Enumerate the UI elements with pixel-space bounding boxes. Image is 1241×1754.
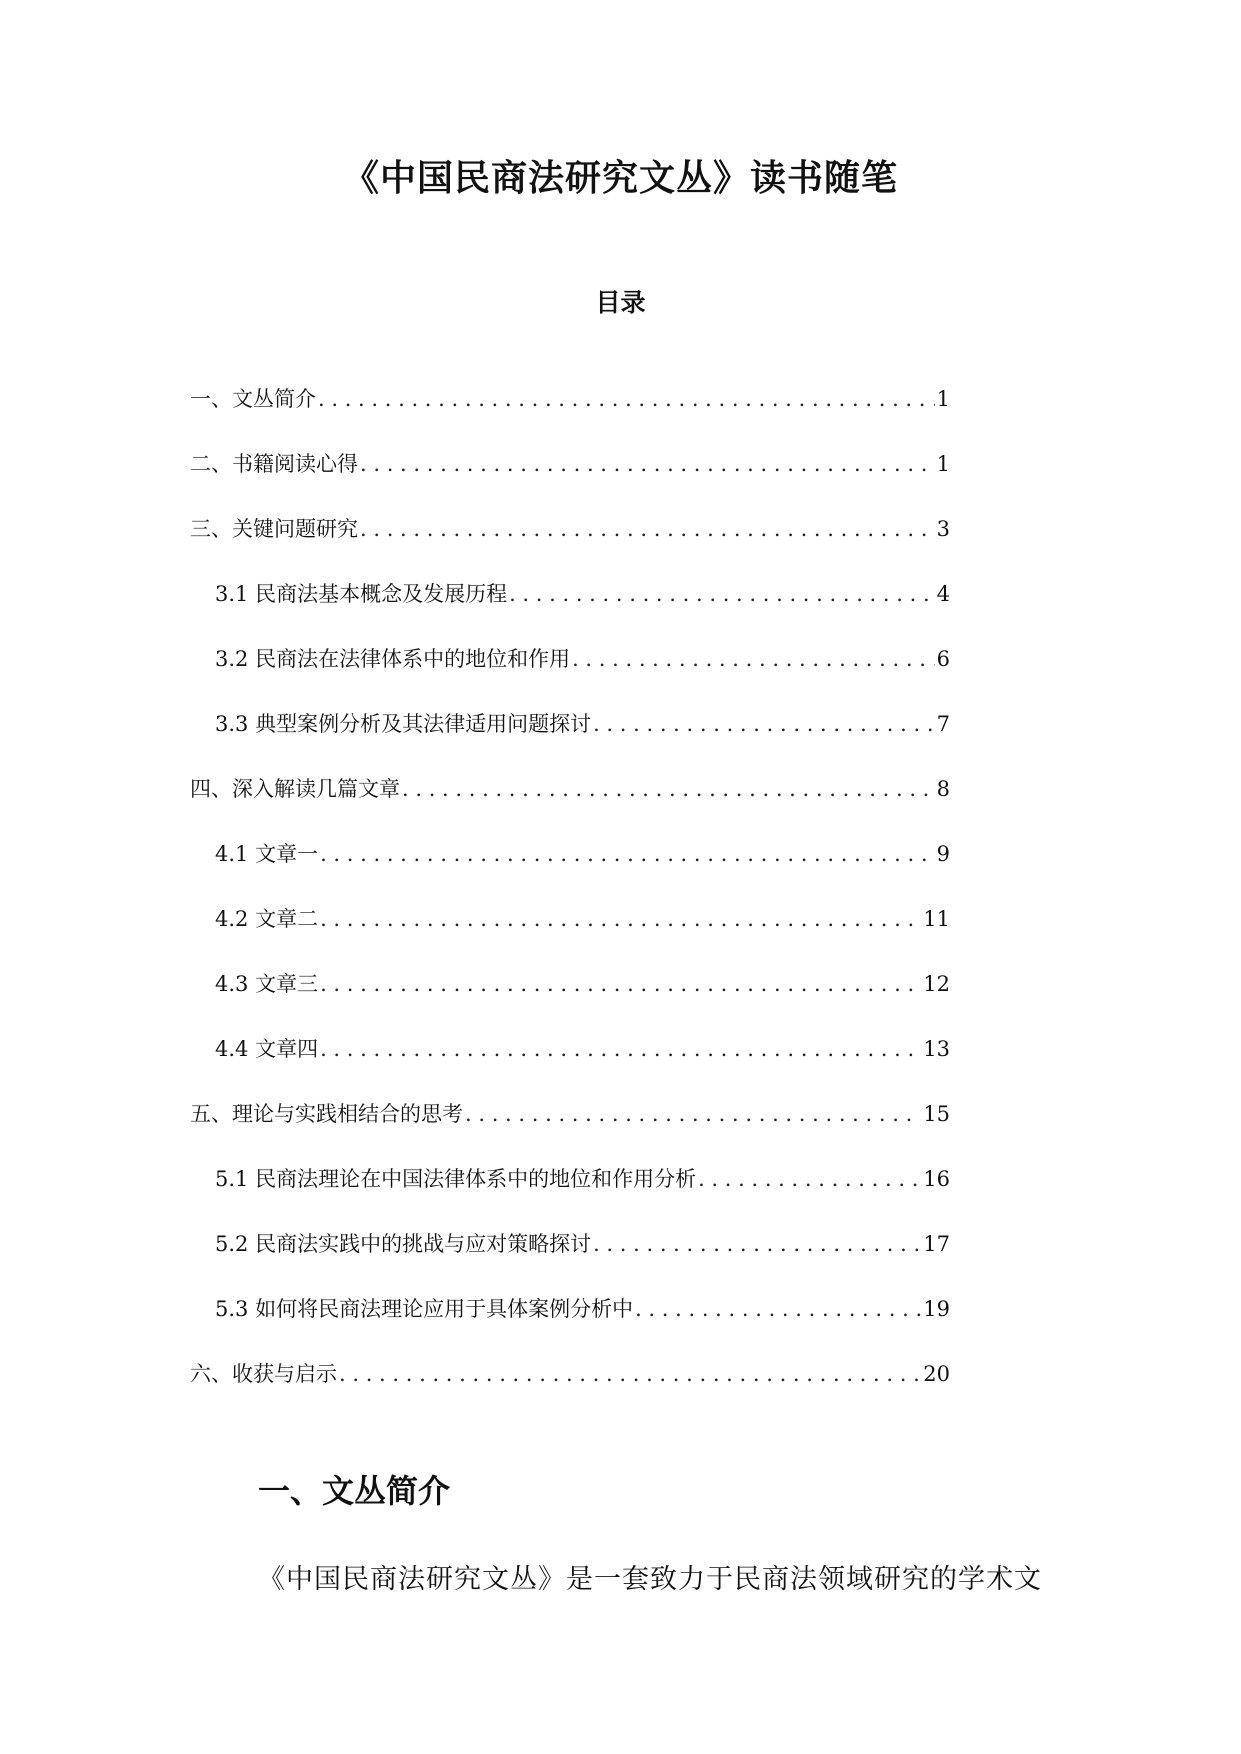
toc-page-number: 3: [936, 517, 950, 541]
toc-dot-leader: [320, 1037, 921, 1061]
toc-entry[interactable]: [190, 1098, 950, 1163]
toc-entry[interactable]: [190, 513, 950, 578]
toc-entry-label: 4.4 文章四: [215, 1037, 319, 1061]
toc-page-number: 12: [923, 972, 950, 996]
body-paragraph: 《中国民商法研究文丛》是一套致力于民商法领域研究的学术文: [258, 1564, 1042, 1595]
toc-entry-label: 一、文丛简介: [190, 387, 316, 411]
toc-dot-leader: [360, 517, 935, 541]
toc-heading: 目录: [595, 288, 646, 317]
toc-entry[interactable]: [190, 1228, 950, 1293]
toc-entry-label: 4.2 文章二: [215, 907, 319, 931]
toc-dot-leader: [318, 387, 935, 411]
toc-page-number: 13: [923, 1037, 950, 1061]
toc-page-number: 15: [923, 1102, 950, 1126]
toc-page-number: 19: [923, 1297, 950, 1321]
document-title: 《中国民商法研究文丛》读书随笔: [342, 158, 898, 199]
toc-page-number: 1: [936, 452, 950, 476]
toc-entry-label: 5.2 民商法实践中的挑战与应对策略探讨: [215, 1232, 592, 1256]
toc-entry-label: 3.2 民商法在法律体系中的地位和作用: [215, 647, 571, 671]
toc-entry-label: 二、书籍阅读心得: [190, 452, 358, 476]
toc-entry-label: 3.3 典型案例分析及其法律适用问题探讨: [215, 712, 592, 736]
toc-page-number: 11: [923, 907, 950, 931]
toc-dot-leader: [402, 777, 935, 801]
toc-entry-label: 5.3 如何将民商法理论应用于具体案例分析中: [215, 1297, 634, 1321]
toc-dot-leader: [593, 1232, 921, 1256]
toc-entry[interactable]: [190, 773, 950, 838]
toc-entry[interactable]: [190, 1033, 950, 1098]
toc-dot-leader: [698, 1167, 921, 1191]
toc-entry-label: 3.1 民商法基本概念及发展历程: [215, 582, 508, 606]
toc-dot-leader: [320, 907, 921, 931]
toc-page-number: 4: [936, 582, 950, 606]
toc-page-number: 17: [923, 1232, 950, 1256]
toc-entry[interactable]: [190, 708, 950, 773]
toc-entry[interactable]: [190, 838, 950, 903]
toc-page-number: 9: [936, 842, 950, 866]
toc-entry[interactable]: [190, 968, 950, 1033]
toc-dot-leader: [593, 712, 935, 736]
toc-entry-label: 5.1 民商法理论在中国法律体系中的地位和作用分析: [215, 1167, 697, 1191]
toc-entry-label: 4.3 文章三: [215, 972, 319, 996]
toc-dot-leader: [320, 842, 935, 866]
toc-dot-leader: [339, 1362, 921, 1386]
toc-entry-label: 五、理论与实践相结合的思考: [190, 1102, 463, 1126]
toc-page-number: 8: [936, 777, 950, 801]
toc-entry[interactable]: [190, 448, 950, 513]
toc-entry[interactable]: [190, 1358, 950, 1423]
toc-entry-label: 4.1 文章一: [215, 842, 319, 866]
toc-dot-leader: [509, 582, 935, 606]
toc-page-number: 7: [936, 712, 950, 736]
toc-page-number: 1: [936, 387, 950, 411]
toc-page-number: 16: [923, 1167, 950, 1191]
toc-dot-leader: [320, 972, 921, 996]
toc-entry[interactable]: [190, 383, 950, 448]
table-of-contents: [190, 383, 950, 1423]
toc-entry-label: 三、关键问题研究: [190, 517, 358, 541]
toc-entry-label: 四、深入解读几篇文章: [190, 777, 400, 801]
toc-entry[interactable]: [190, 1293, 950, 1358]
toc-entry[interactable]: [190, 643, 950, 708]
toc-dot-leader: [465, 1102, 921, 1126]
toc-entry[interactable]: [190, 903, 950, 968]
toc-page-number: 6: [936, 647, 950, 671]
toc-entry-label: 六、收获与启示: [190, 1362, 337, 1386]
toc-dot-leader: [572, 647, 935, 671]
toc-entry[interactable]: [190, 1163, 950, 1228]
toc-dot-leader: [360, 452, 935, 476]
toc-dot-leader: [635, 1297, 921, 1321]
toc-page-number: 20: [923, 1362, 950, 1386]
toc-entry[interactable]: [190, 578, 950, 643]
section-heading: 一、文丛简介: [258, 1472, 451, 1510]
